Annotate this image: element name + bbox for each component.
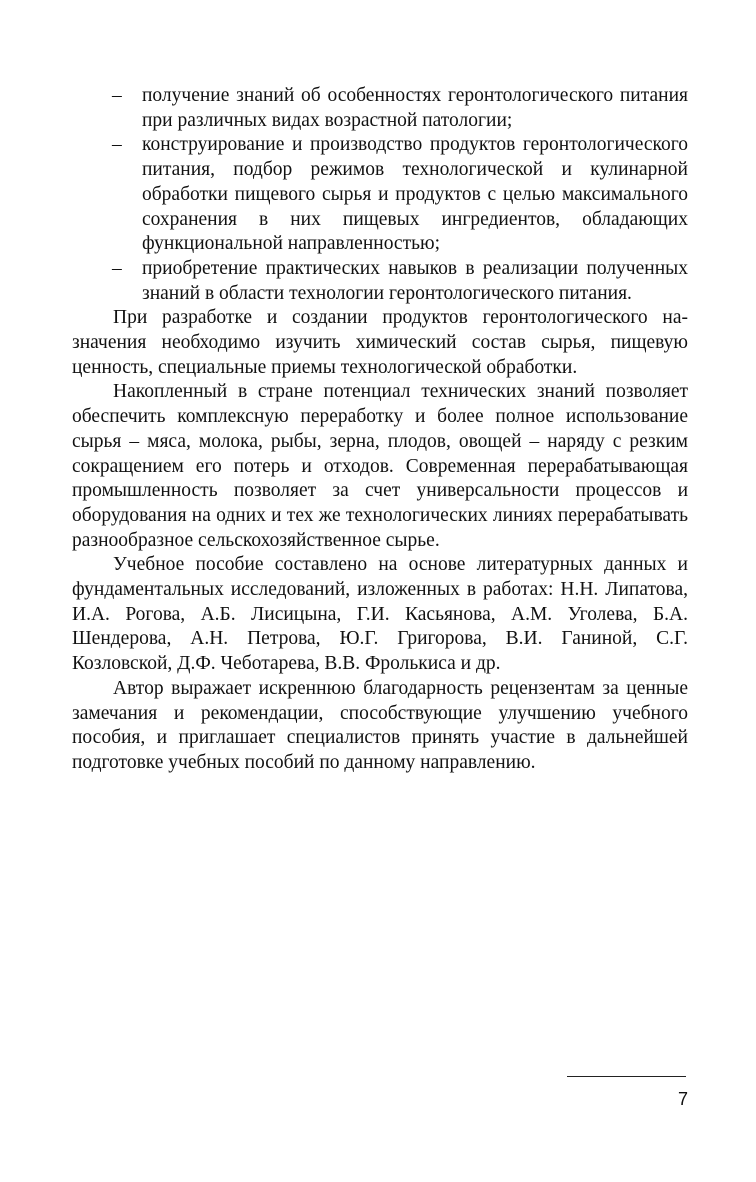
- list-item-text: конструирование и производство продуктов геронтологического питания, подбор режимов технологической и кулинарной обработки пищевого сырья и продуктов с целью максимального сохранения в них пищевых ингредиентов, обладающих функциональной направленностью;: [142, 134, 688, 255]
- list-item: [72, 84, 688, 133]
- page-number: 7: [677, 1089, 688, 1109]
- dash-marker: –: [112, 85, 122, 106]
- paragraph: Учебное пособие составлено на основе литературных данных и фундаментальных исследований, изложенных в работах: Н.Н. Липатова, И.А. Рогова, А.Б. Лисицына, Г.И. Касьянова, А.М. Уголева, Б.А. Шендерова, А.Н. Петрова, Ю.Г. Григорова, В.И. Ганиной, С.Г. Козловской, Д.Ф. Чеботарева, В.В. Фролькиса и др.: [72, 554, 688, 675]
- list-item: [72, 257, 688, 306]
- dash-marker: –: [112, 134, 122, 156]
- list-item: [72, 133, 688, 257]
- goals-list: [72, 84, 688, 306]
- list-item-text: получение знаний об особенностях геронтологического питания при различных видах возрастной патологии;: [142, 85, 688, 131]
- paragraph: При разработке и создании продуктов геронтологического назначения необходимо изучить химический состав сырья, пищевую ценность, специальные приемы технологической обработки.: [72, 307, 688, 378]
- paragraph: Автор выражает искреннюю благодарность рецензентам за ценные замечания и рекомендации, способствующие улучшению учебного пособия, и приглашает специалистов принять участие в дальнейшей подготовке учебных пособий по данному направлению.: [72, 677, 688, 773]
- dash-marker: –: [112, 257, 122, 279]
- list-item-text: приобретение практических навыков в реализации полученных знаний в области технологии геронтологического питания.: [142, 257, 688, 304]
- paragraph: Накопленный в стране потенциал технических знаний позволяет обеспечить комплексную переработку и более полное использование сырья – мяса, молока, рыбы, зерна, плодов, овощей – наряду с резким сокращением его потерь и отходов. Современная перерабатывающая промышленность позволяет за счет универсальности процессов и оборудования на одних и тех же технологических линиях перерабатывать разнообразное сельскохозяйственное сырье.: [72, 381, 688, 551]
- page-body: [72, 84, 688, 776]
- footer-divider: [567, 1076, 686, 1077]
